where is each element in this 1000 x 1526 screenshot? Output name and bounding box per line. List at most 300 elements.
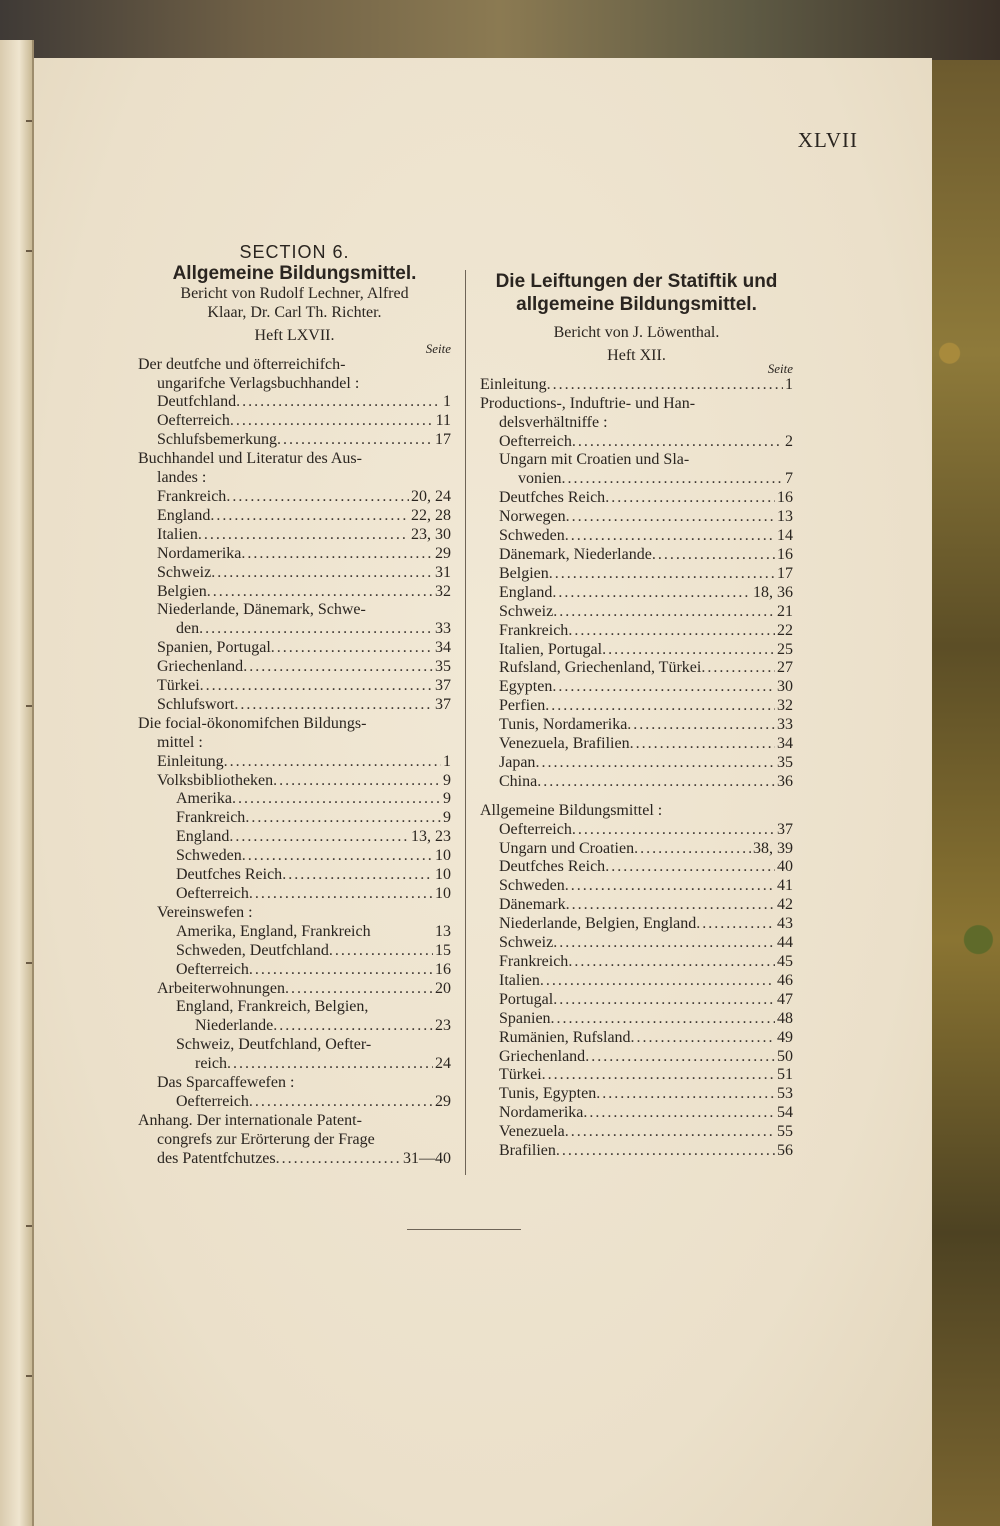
leader-dots [568, 622, 775, 641]
leader-dots [276, 1150, 401, 1169]
book-binding-top [0, 0, 1000, 60]
toc-entry-label: Portugal [499, 990, 554, 1008]
toc-entry [480, 821, 793, 840]
toc-entry-page: 20, 24 [411, 487, 451, 505]
leader-dots [200, 677, 433, 696]
leader-dots [553, 934, 775, 953]
toc-entry [138, 620, 451, 639]
toc-entry [138, 658, 451, 677]
leader-dots [566, 508, 775, 527]
leader-dots [583, 1104, 775, 1123]
leader-dots [245, 809, 441, 828]
left-column [138, 243, 451, 1169]
leader-dots [566, 896, 775, 915]
toc-entry-page: 37 [777, 820, 793, 838]
toc-entry [480, 659, 793, 678]
toc-entry [480, 1029, 793, 1048]
toc-entry [480, 953, 793, 972]
section-title-line: allgemeine Bildungsmittel. [516, 294, 757, 315]
toc-entry-label: Schweden [176, 847, 242, 865]
toc-entry-label: Schweden, Deutfchland [176, 941, 329, 959]
toc-entry-label: Amerika, England, Frankreich [176, 922, 371, 940]
toc-heading-line: England, Frankreich, Belgien, [176, 998, 369, 1016]
leader-dots [542, 1066, 775, 1085]
toc-entry-label: Deutfches Reich [499, 489, 606, 507]
leader-dots [537, 773, 775, 792]
toc-entry-label: Oefterreich [499, 820, 572, 838]
toc-entry [138, 923, 451, 942]
toc-heading-line: Anhang. Der internationale Patent- [138, 1111, 362, 1129]
toc-entry-label: Frankreich [499, 953, 569, 970]
toc-entry [138, 488, 451, 507]
leader-dots [277, 431, 433, 450]
toc-entry-page: 38, 39 [753, 839, 793, 857]
toc-entry [480, 584, 793, 603]
section-title: Allgemeine Bildungsmittel. [172, 262, 417, 284]
toc-entry-page: 9 [443, 790, 451, 808]
toc-entry-page: 10 [435, 866, 451, 884]
toc-entry-page: 22, 28 [411, 506, 451, 524]
toc-heading-line: Der deutfche und öfterreichifch- [138, 355, 346, 373]
leader-dots [549, 565, 775, 584]
toc-entry-label: des Patentfchutzes [157, 1149, 276, 1167]
toc-entry-page: 30 [777, 678, 793, 696]
leader-dots [236, 393, 441, 412]
toc-entry-page: 11 [435, 412, 451, 430]
toc-entry [480, 773, 793, 792]
leader-dots [552, 678, 775, 697]
spacer [480, 792, 793, 802]
toc-entry [480, 622, 793, 641]
toc-entry [138, 1017, 451, 1036]
toc-heading-line: congrefs zur Erörterung der Frage [157, 1130, 375, 1148]
toc-entry-page: 16 [435, 960, 451, 978]
toc-entry-label: Schweiz [499, 602, 554, 620]
toc-entry-page: 46 [777, 971, 793, 989]
toc-entry [480, 546, 793, 565]
heft-label: Heft LXVII. [254, 326, 335, 344]
toc-entry [480, 896, 793, 915]
toc-entry-label: den [176, 620, 200, 638]
toc-entry-label: Deutfches Reich [176, 866, 283, 884]
toc-entry-page: 33 [435, 620, 451, 638]
leader-dots [596, 1085, 775, 1104]
toc-entry-label: Einleitung [157, 752, 224, 770]
leader-dots [226, 488, 409, 507]
toc-entry [480, 376, 793, 395]
toc-entry [480, 716, 793, 735]
leader-dots [249, 885, 433, 904]
toc-entry [138, 1055, 451, 1074]
toc-entry-page: 32 [435, 582, 451, 600]
toc-entry [138, 885, 451, 904]
toc-entry [480, 1085, 793, 1104]
leader-dots [540, 972, 775, 991]
toc-entry [480, 915, 793, 934]
toc-entry [138, 847, 451, 866]
toc-entry [138, 393, 451, 412]
toc-entry [138, 866, 451, 885]
toc-entry-page: 16 [777, 545, 793, 563]
leader-dots [234, 696, 433, 715]
toc-entry-label: Deutfchland [157, 393, 237, 411]
toc-entry-label: Rufsland, Griechenland, Türkei [499, 659, 702, 677]
toc-entry [138, 412, 451, 431]
toc-entry-page: 1 [443, 752, 451, 770]
toc-entry-page: 55 [777, 1123, 793, 1141]
toc-entry [480, 1066, 793, 1085]
report-authors: Bericht von J. Löwenthal. [553, 324, 720, 341]
toc-entry-page: 15 [435, 941, 451, 959]
leader-dots [199, 620, 433, 639]
toc-entry-label: Tunis, Nordamerika [499, 716, 628, 734]
toc-entry-page: 25 [777, 640, 793, 658]
report-authors [138, 285, 451, 323]
toc-entry-label: Dänemark, Niederlande [499, 545, 652, 563]
toc-entry [480, 1123, 793, 1142]
toc-heading-line: Vereinswefen : [157, 903, 253, 921]
leader-dots [630, 735, 775, 754]
leader-dots [547, 376, 783, 395]
leader-dots [701, 659, 775, 678]
heft-label: Heft XII. [607, 346, 666, 364]
toc-entry-label: Belgien [499, 564, 549, 582]
toc-entry-page: 18, 36 [753, 583, 793, 601]
end-rule [407, 1229, 521, 1230]
toc-entry-label: Italien, Portugal [499, 640, 603, 658]
toc-entry-page: 45 [777, 953, 793, 970]
leader-dots [229, 828, 409, 847]
toc-entry [480, 1104, 793, 1123]
leader-dots [273, 772, 441, 791]
leader-dots [242, 847, 433, 866]
toc-entry [480, 697, 793, 716]
toc-entry-label: Deutfches Reich [499, 858, 606, 876]
toc-entry-page: 51 [777, 1066, 793, 1084]
toc-entry-label: vonien [518, 470, 562, 488]
leader-dots [585, 1048, 775, 1067]
toc-entry-label: Brafilien [499, 1142, 556, 1160]
toc-entry-label: Oefterreich [176, 1092, 249, 1110]
leader-dots [565, 1123, 775, 1142]
toc-entry-page: 43 [777, 915, 793, 933]
toc-entry-page: 31—40 [403, 1149, 451, 1167]
toc-heading-line: Ungarn mit Croatien und Sla- [499, 451, 690, 469]
toc-entry-label: Volksbibliotheken [157, 771, 274, 789]
toc-entry [138, 696, 451, 715]
leader-dots [210, 507, 409, 526]
toc-entry [480, 991, 793, 1010]
toc-entry-page: 22 [777, 621, 793, 639]
toc-entry-page: 14 [777, 527, 793, 545]
toc-entry [138, 583, 451, 602]
toc-entry-page: 35 [435, 658, 451, 676]
leader-dots [602, 641, 775, 660]
leader-dots [249, 961, 433, 980]
toc-entry-page: 10 [435, 885, 451, 902]
toc-entry [480, 735, 793, 754]
toc-entry [480, 641, 793, 660]
marbled-cover-edge [928, 60, 1000, 1526]
toc-entry [480, 527, 793, 546]
toc-entry [480, 877, 793, 896]
leader-dots [565, 877, 775, 896]
toc-entry-page: 32 [777, 697, 793, 715]
toc-entry-label: England [157, 506, 211, 524]
leader-dots [535, 754, 775, 773]
leader-dots [631, 1029, 775, 1048]
leader-dots [562, 470, 783, 489]
toc-entry [138, 772, 451, 791]
toc-entry [138, 980, 451, 999]
toc-entry-label: Dänemark [499, 896, 566, 914]
leader-dots [230, 412, 434, 431]
toc-entry-page: 21 [777, 602, 793, 620]
toc-entry-label: reich [195, 1055, 227, 1073]
toc-entry [138, 526, 451, 545]
toc-entry [480, 858, 793, 877]
leader-dots [553, 603, 775, 622]
facing-page-edge [0, 40, 34, 1526]
toc-entry-label: Frankreich [176, 809, 246, 827]
leader-dots [211, 564, 433, 583]
leader-dots [282, 866, 433, 885]
toc-entry-page: 31 [435, 563, 451, 581]
toc-entry-page: 49 [777, 1028, 793, 1046]
leader-dots [243, 658, 433, 677]
toc-heading-line: Niederlande, Dänemark, Schwe- [157, 601, 366, 619]
toc-entry-label: Arbeiterwohnungen [157, 979, 285, 997]
column-divider [465, 270, 466, 1175]
toc-entry-page: 29 [435, 1092, 451, 1110]
leader-dots [241, 545, 433, 564]
toc-entry [138, 961, 451, 980]
toc-entry-label: Oefterreich [176, 960, 249, 978]
toc-heading-line: ungarifche Verlagsbuchhandel : [157, 374, 360, 392]
toc-entry [138, 1093, 451, 1112]
toc-entry-label: Schlufsbemerkung [157, 431, 277, 449]
toc-entry-page: 33 [777, 716, 793, 734]
leader-dots [551, 1010, 775, 1029]
toc-entry-page: 16 [777, 489, 793, 507]
toc-entry-page: 41 [777, 877, 793, 895]
toc-heading-line: Productions-, Induftrie- und Han- [480, 394, 696, 412]
right-column [480, 270, 793, 1161]
leader-dots [207, 583, 433, 602]
section-title-line: Die Leiftungen der Statiftik und [495, 271, 778, 292]
toc-heading-line: mittel : [157, 733, 203, 751]
toc-entry-page: 48 [777, 1009, 793, 1027]
toc-entry-label: Frankreich [157, 487, 227, 505]
toc-entry [138, 545, 451, 564]
toc-entry [480, 603, 793, 622]
toc-entry-label: Niederlande [195, 1017, 274, 1035]
leader-dots [565, 527, 775, 546]
leader-dots [198, 526, 409, 545]
toc-entry-label: Venezuela, Brafilien [499, 735, 630, 753]
toc-entry-label: England [499, 583, 553, 601]
toc-entry [480, 470, 793, 489]
toc-entry-page: 20 [435, 979, 451, 997]
toc-entry-label: Belgien [157, 582, 207, 600]
leader-dots [652, 546, 775, 565]
toc-entry-label: Schweden [499, 877, 565, 895]
toc-entry [480, 433, 793, 452]
leader-dots [553, 991, 775, 1010]
toc-entry-label: Schweden [499, 527, 565, 545]
toc-entry [138, 677, 451, 696]
toc-entry [480, 972, 793, 991]
leader-dots [249, 1093, 433, 1112]
leader-dots [224, 753, 441, 772]
toc-entry-label: Nordamerika [157, 544, 242, 562]
toc-entry-label: Schlufswort [157, 695, 235, 713]
leader-dots [552, 584, 751, 603]
toc-entry-label: Amerika [176, 790, 232, 808]
toc-heading-line: Schweiz, Deutfchland, Oefter- [176, 1036, 372, 1054]
leader-dots [605, 858, 775, 877]
toc-entry-page: 54 [777, 1104, 793, 1122]
leader-dots [556, 1142, 775, 1161]
toc-entry-label: Niederlande, Belgien, England [499, 915, 697, 933]
toc-entry-label: Perfien [499, 697, 546, 715]
toc-entry-page: 29 [435, 544, 451, 562]
leader-dots [271, 639, 433, 658]
toc-entry-page: 13 [435, 922, 451, 940]
toc-entry [480, 1010, 793, 1029]
toc-entry-label: Venezuela [499, 1123, 565, 1141]
toc-entry [138, 828, 451, 847]
leader-dots [273, 1017, 433, 1036]
toc-entry-label: Griechenland [157, 658, 244, 676]
toc-entry-page: 9 [443, 771, 451, 789]
toc-entry-label: Norwegen [499, 508, 566, 526]
toc-entry-label: Rumänien, Rufsland [499, 1028, 631, 1046]
toc-entry [480, 678, 793, 697]
toc-entry-page: 37 [435, 677, 451, 695]
subheading: Allgemeine Bildungsmittel : [480, 801, 663, 819]
toc-entry [138, 942, 451, 961]
toc-entry [138, 809, 451, 828]
toc-entry [138, 1150, 451, 1169]
toc-entry-label: Tunis, Egypten [499, 1085, 597, 1103]
toc-heading-line: Das Sparcaffewefen : [157, 1074, 295, 1092]
toc-entry [138, 564, 451, 583]
toc-entry-label: Frankreich [499, 621, 569, 639]
toc-entry-page: 1 [443, 393, 451, 411]
toc-entry-page: 44 [777, 934, 793, 952]
leader-dots [227, 1055, 433, 1074]
toc-entry-page: 1 [785, 375, 793, 393]
toc-entry [480, 508, 793, 527]
toc-entry-page: 50 [777, 1047, 793, 1065]
leader-dots [572, 433, 783, 452]
toc-entry-page: 34 [435, 639, 451, 657]
toc-entry-label: China [499, 772, 538, 790]
leader-dots [627, 716, 775, 735]
toc-entry-label: Nordamerika [499, 1104, 584, 1122]
toc-entry-label: Japan [499, 753, 536, 771]
toc-entry-label: Italien [157, 525, 198, 543]
toc-list [480, 821, 793, 1161]
toc-entry-page: 2 [785, 432, 793, 450]
seite-label: Seite [425, 340, 451, 356]
toc-heading-line: delsverhältniffe : [499, 413, 608, 431]
toc-entry [480, 565, 793, 584]
toc-entry-label: Griechenland [499, 1047, 586, 1065]
toc-entry-page: 42 [777, 896, 793, 914]
seite-label: Seite [767, 360, 793, 376]
toc-entry-page: 34 [777, 735, 793, 753]
toc-entry-label: Einleitung [480, 375, 547, 393]
toc-entry-label: Italien [499, 971, 540, 989]
toc-heading-line: Buchhandel und Literatur des Aus- [138, 450, 362, 468]
toc-entry [480, 840, 793, 859]
toc-entry-label: Türkei [157, 677, 200, 695]
toc-entry-label: England [176, 828, 230, 846]
leader-dots [568, 953, 775, 972]
toc-entry [480, 754, 793, 773]
report-line: Bericht von Rudolf Lechner, Alfred [180, 284, 409, 302]
toc-heading-line: landes : [157, 469, 207, 487]
leader-dots [572, 821, 775, 840]
toc-entry-page: 40 [777, 858, 793, 876]
toc-entry-label: Ungarn und Croatien [499, 839, 635, 857]
toc-entry [480, 489, 793, 508]
toc-entry-label: Schweiz [157, 563, 212, 581]
toc-entry [138, 507, 451, 526]
toc-entry-page: 53 [777, 1085, 793, 1103]
toc-entry-page: 9 [443, 809, 451, 827]
toc-entry-page: 7 [785, 470, 793, 488]
toc-entry-page: 13 [777, 508, 793, 526]
leader-dots [545, 697, 775, 716]
toc-entry-page: 35 [777, 753, 793, 771]
toc-entry-page: 27 [777, 659, 793, 677]
section-label: SECTION 6. [239, 242, 350, 262]
leader-dots [329, 942, 433, 961]
toc-list [138, 356, 451, 1169]
toc-entry-page: 47 [777, 990, 793, 1008]
report-line: Klaar, Dr. Carl Th. Richter. [207, 303, 382, 321]
toc-entry-page: 56 [777, 1142, 793, 1160]
leader-dots [696, 915, 775, 934]
toc-entry [480, 1048, 793, 1067]
toc-entry [138, 431, 451, 450]
toc-entry-page: 24 [435, 1055, 451, 1073]
toc-entry-page: 37 [435, 695, 451, 713]
toc-entry-label: Spanien, Portugal [157, 639, 271, 657]
toc-entry [138, 753, 451, 772]
toc-entry [138, 639, 451, 658]
toc-entry-label: Schweiz [499, 934, 554, 952]
leader-dots [605, 489, 775, 508]
toc-entry-label: Oefterreich [176, 885, 249, 902]
leader-dots [634, 840, 751, 859]
leader-dots [232, 790, 441, 809]
toc-list [480, 376, 793, 792]
toc-heading-line: Die focial-ökonomifchen Bildungs- [138, 714, 367, 732]
toc-entry-page: 17 [435, 431, 451, 449]
toc-entry-label: Spanien [499, 1009, 551, 1027]
toc-entry-page: 36 [777, 772, 793, 790]
leader-dots [285, 980, 433, 999]
toc-entry-label: Oefterreich [499, 432, 572, 450]
toc-entry-page: 10 [435, 847, 451, 865]
toc-entry-page: 23 [435, 1017, 451, 1035]
toc-entry [480, 1142, 793, 1161]
toc-entry-label: Türkei [499, 1066, 542, 1084]
